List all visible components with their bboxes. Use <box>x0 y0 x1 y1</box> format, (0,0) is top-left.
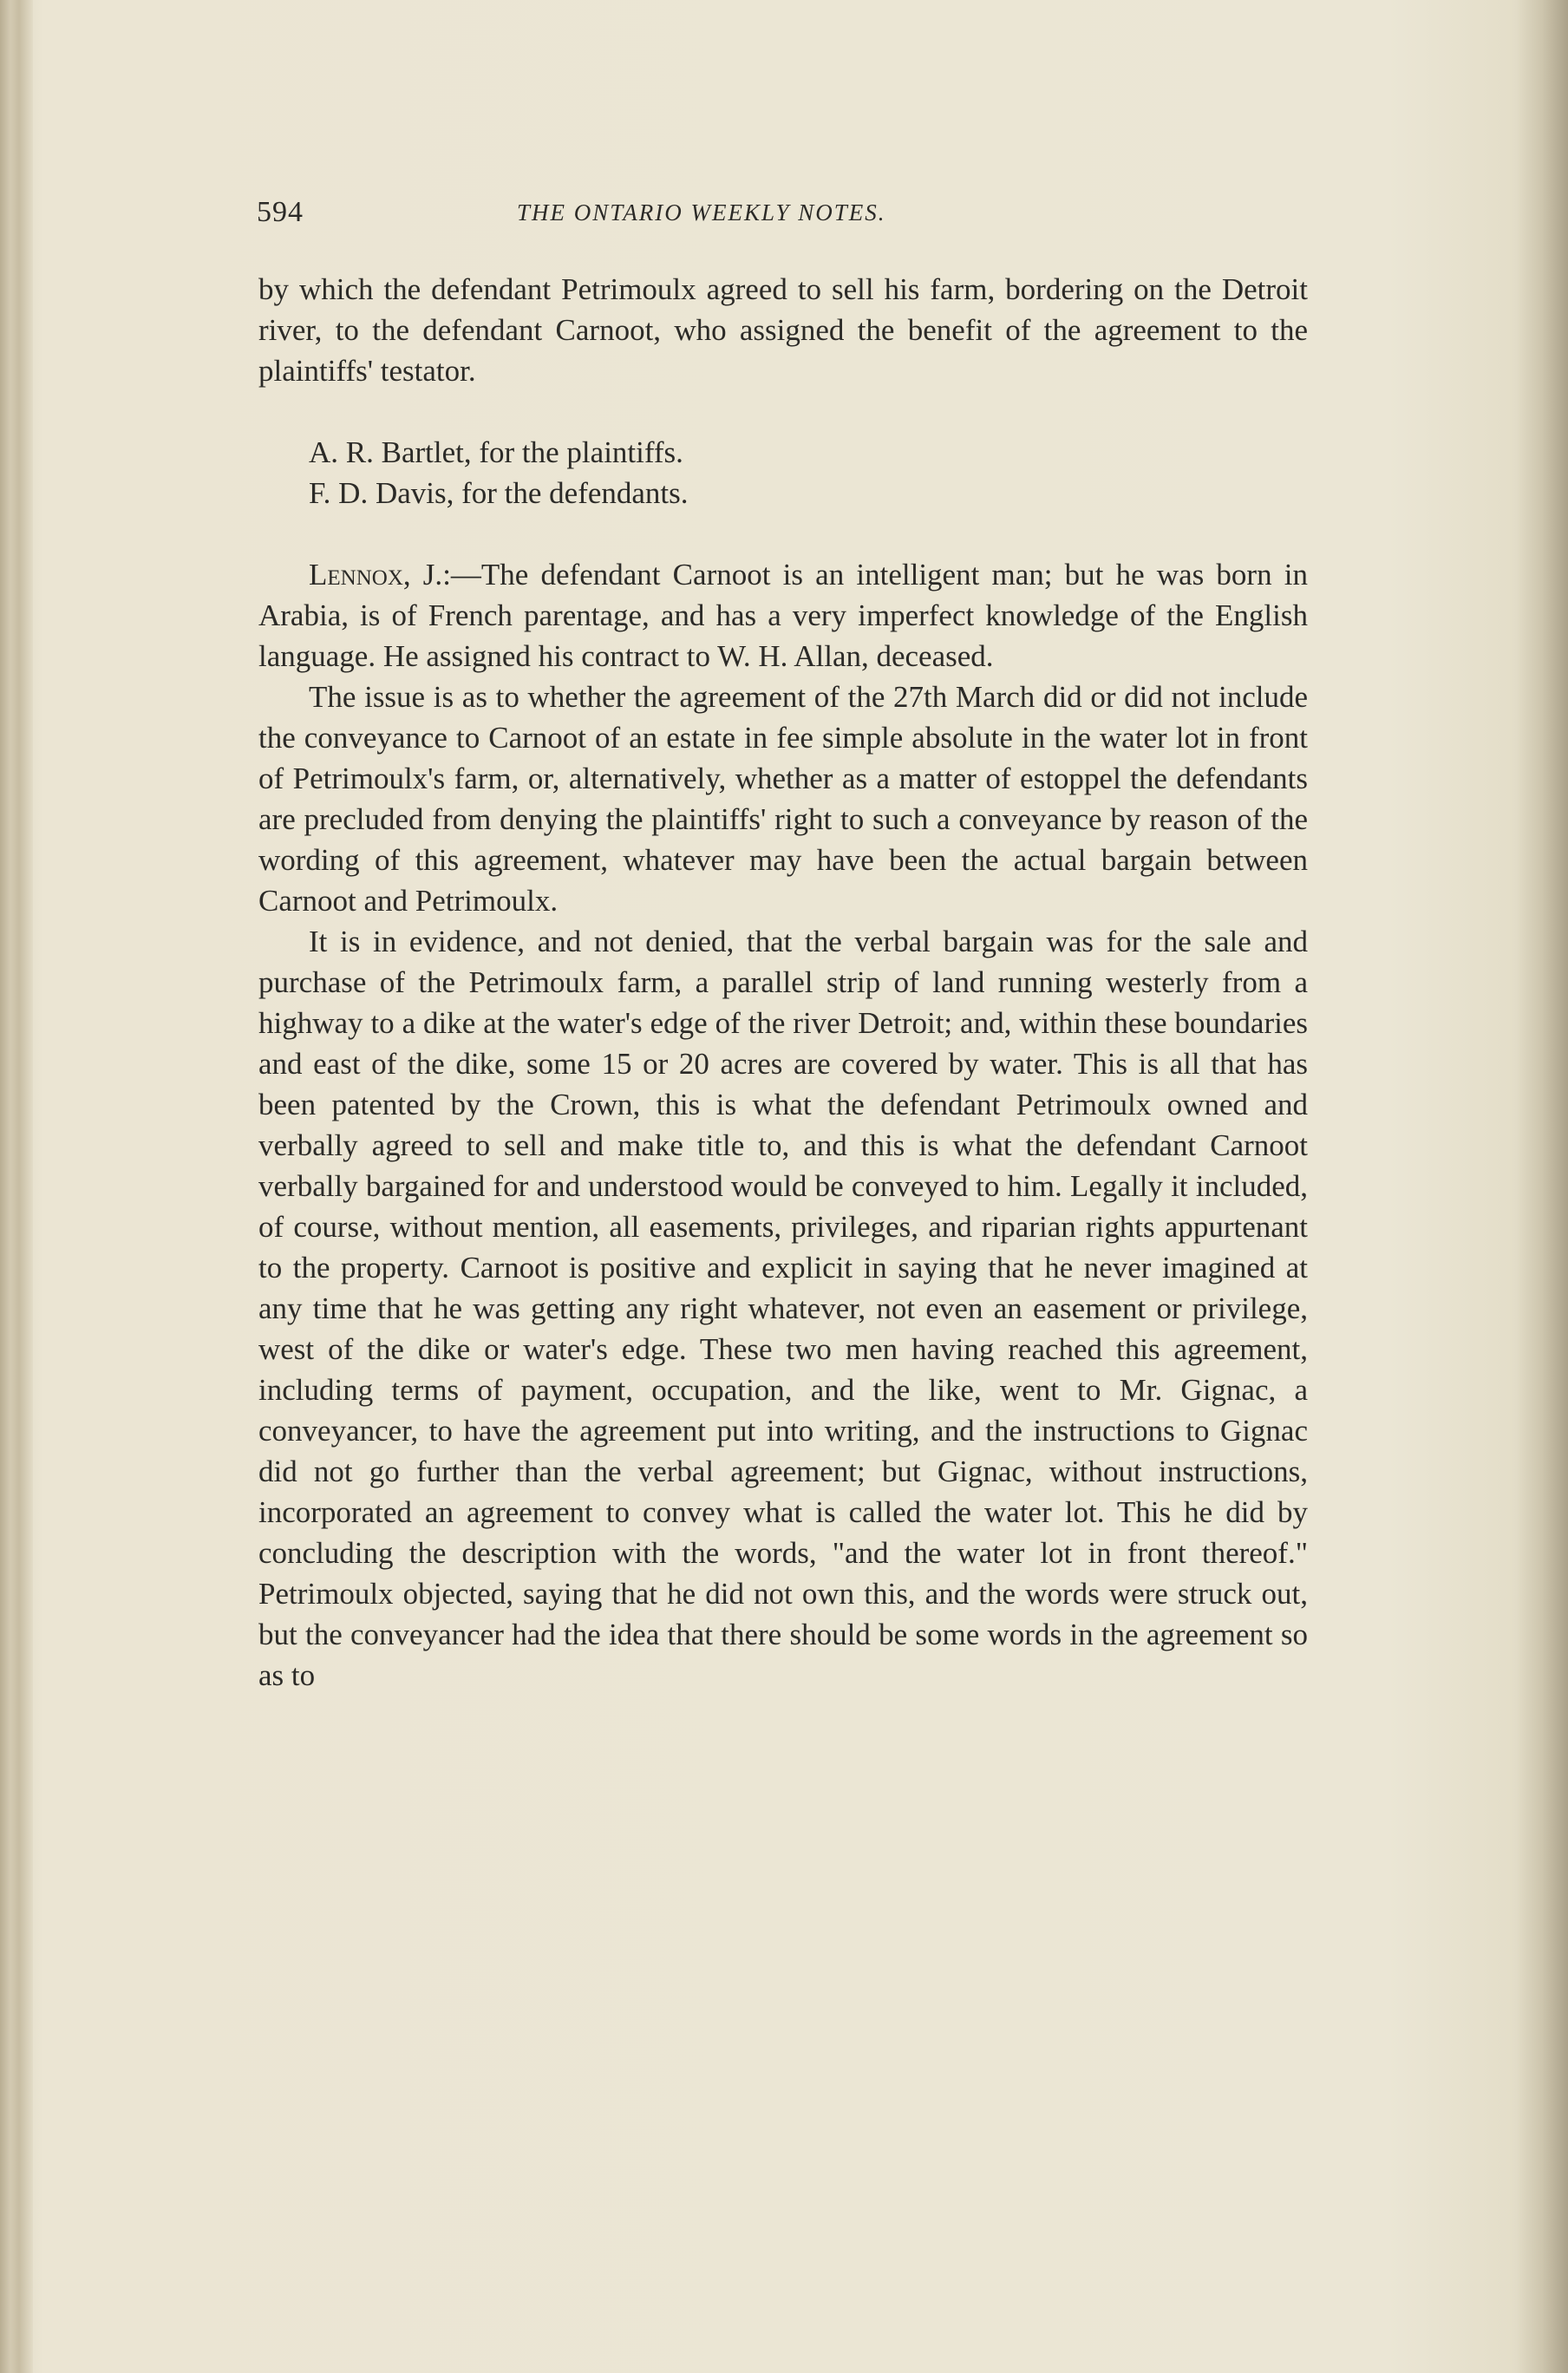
counsel-defendants: F. D. Davis, for the defendants. <box>309 476 689 510</box>
spacer <box>258 513 1308 554</box>
intro-paragraph: by which the defendant Petrimoulx agreed to sell his farm, bordering on the Detroit river, to the defendant Carnoot, who assigned the benefit of the agreement to the plaintiffs' testator. <box>258 272 1308 388</box>
page-edge-shadow <box>1516 0 1568 2373</box>
body-text <box>258 269 1308 1696</box>
running-head: THE ONTARIO WEEKLY NOTES. <box>517 199 886 226</box>
page-header <box>257 196 1308 239</box>
counsel-plaintiffs: A. R. Bartlet, for the plaintiffs. <box>309 435 683 469</box>
spacer <box>258 391 1308 432</box>
book-spine-shadow <box>0 0 33 2373</box>
issue-paragraph: The issue is as to whether the agreement of the 27th March did or did not include the conveyance to Carnoot of an estate in fee simple absolute in the water lot in front of Petrimoulx's farm, or, alternatively, whether as a matter of estoppel the defendants are precluded from denying the plaintiffs' right to such a conveyance by reason of the wording of this agreement, whatever may have been the actual bargain between Carnoot and Petrimoulx. <box>258 680 1308 918</box>
page-number: 594 <box>257 196 304 228</box>
judgment-opening-paragraph <box>258 554 1308 677</box>
judge-name: Lennox, J. <box>309 558 443 592</box>
judgment-opening-text: :—The defendant Carnoot is an intelligent man; but he was born in Arabia, is of French parentage, and has a very imperfect knowledge of the English language. He assigned his contract to W. H. Allan, deceased. <box>258 558 1308 673</box>
evidence-paragraph: It is in evidence, and not denied, that the verbal bargain was for the sale and purchase of the Petrimoulx farm, a parallel strip of land running westerly from a highway to a dike at the water's edge of the river Detroit; and, within these boundaries and east of the dike, some 15 or 20 acres are covered by water. This is all that has been patented by the Crown, this is what the defendant Petrimoulx owned and verbally agreed to sell and make title to, and this is what the defendant Carnoot verbally bargained for and understood would be conveyed to him. Legally it included, of course, without mention, all easements, privileges, and riparian rights appurtenant to the property. Carnoot is positive and explicit in saying that he never imagined at any time that he was getting any right whatever, not even an easement or privilege, west of the dike or water's edge. These two men having reached this agreement, including terms of payment, occupation, and the like, went to Mr. Gignac, a conveyancer, to have the agreement put into writing, and the instructions to Gignac did not go further than the verbal agreement; but Gignac, without instructions, incorporated an agreement to convey what is called the water lot. This he did by concluding the description with the words, "and the water lot in front thereof." Petrimoulx objected, saying that he did not own this, and the words were struck out, but the conveyancer had the idea that there should be some words in the agreement so as to <box>258 925 1308 1692</box>
